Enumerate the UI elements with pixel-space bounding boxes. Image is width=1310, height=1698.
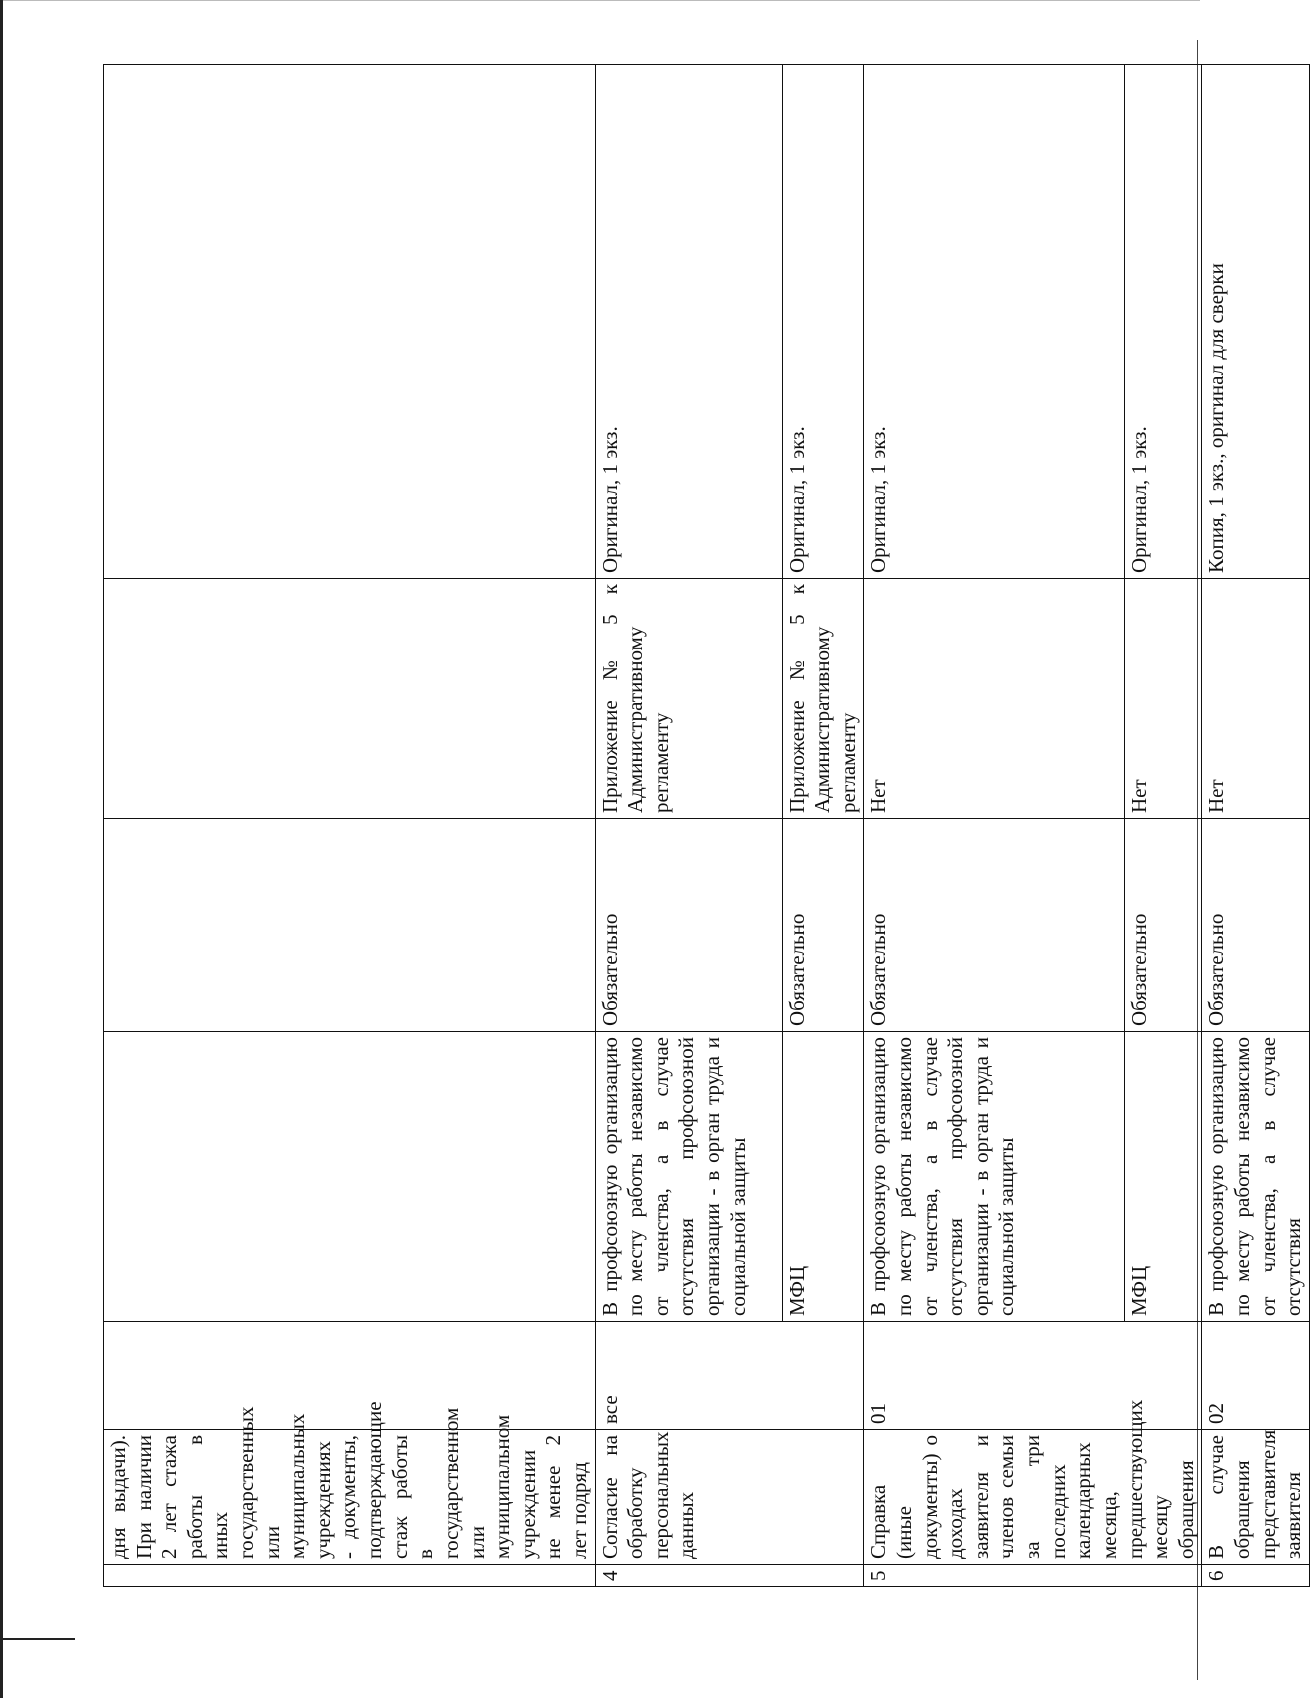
cell-name-continued: дня выдачи). При наличии 2 лет стажа работы в иных государственных или муниципальных учреждениях - документы, подтверждающие стаж работы в государственном или муниципальном учреждении не менее 2 лет подряд [104, 1430, 596, 1565]
cell-document-name: Согласие на обработку персональных данных [595, 1430, 864, 1565]
cell-num: 4 [595, 1565, 864, 1587]
cell-where: В профсоюзную организацию по месту работы независимо от членства, а в случае отсутствия профсоюзной организации - в орган труда и социальной защиты [864, 1032, 1124, 1322]
cell-count: Оригинал, 1 экз. [595, 65, 782, 579]
cell-where: В профсоюзную организацию по месту работы независимо от членства, а в случае отсутствия [1202, 1032, 1309, 1322]
scan-edge-top [0, 0, 1200, 1]
cell-code: 01 [864, 1322, 1202, 1430]
cell-document-name: В случае обращения представителя заявителя [1202, 1430, 1309, 1565]
cell-where: В профсоюзную организацию по месту работы независимо от членства, а в случае отсутствия профсоюзной организации - в орган труда и социальной защиты [595, 1032, 782, 1322]
cell-empty [104, 819, 596, 1032]
cell-count: Копия, 1 экз., оригинал для сверки [1202, 65, 1309, 579]
cell-form: Нет [1124, 579, 1201, 819]
table-row-continued [104, 65, 596, 1587]
documents-table [103, 64, 1310, 1587]
cell-required: Обязательно [864, 819, 1124, 1032]
cell-form: Приложение № 5 к Административному регламенту [782, 579, 864, 819]
cell-form: Нет [1202, 579, 1309, 819]
cell-form: Нет [864, 579, 1124, 819]
cell-count: Оригинал, 1 экз. [782, 65, 864, 579]
cell-empty [104, 1322, 596, 1430]
scan-edge-left [0, 0, 3, 1698]
cell-empty [104, 65, 596, 579]
cell-where: МФЦ [782, 1032, 864, 1322]
cell-required: Обязательно [1124, 819, 1201, 1032]
table-row [595, 65, 782, 1587]
cell-num-continued [104, 1565, 596, 1587]
cell-required: Обязательно [782, 819, 864, 1032]
cell-code: 02 [1202, 1322, 1309, 1430]
cell-empty [104, 1032, 596, 1322]
cell-num: 6 [1202, 1565, 1309, 1587]
cell-count: Оригинал, 1 экз. [864, 65, 1124, 579]
scan-mark [0, 1638, 75, 1640]
cell-required: Обязательно [595, 819, 782, 1032]
cell-count: Оригинал, 1 экз. [1124, 65, 1201, 579]
cell-num: 5 [864, 1565, 1202, 1587]
cell-document-name: Справка (иные документы) о доходах заявителя и членов семьи за три последних календарных месяца, предшествующих месяцу обращения [864, 1430, 1202, 1565]
table-row [1202, 65, 1309, 1587]
cell-code: все [595, 1322, 864, 1430]
table-row [864, 65, 1124, 1587]
cell-empty [104, 579, 596, 819]
cell-required: Обязательно [1202, 819, 1309, 1032]
cell-where: МФЦ [1124, 1032, 1201, 1322]
cell-form: Приложение № 5 к Административному регламенту [595, 579, 782, 819]
rotated-page [103, 65, 1306, 1587]
